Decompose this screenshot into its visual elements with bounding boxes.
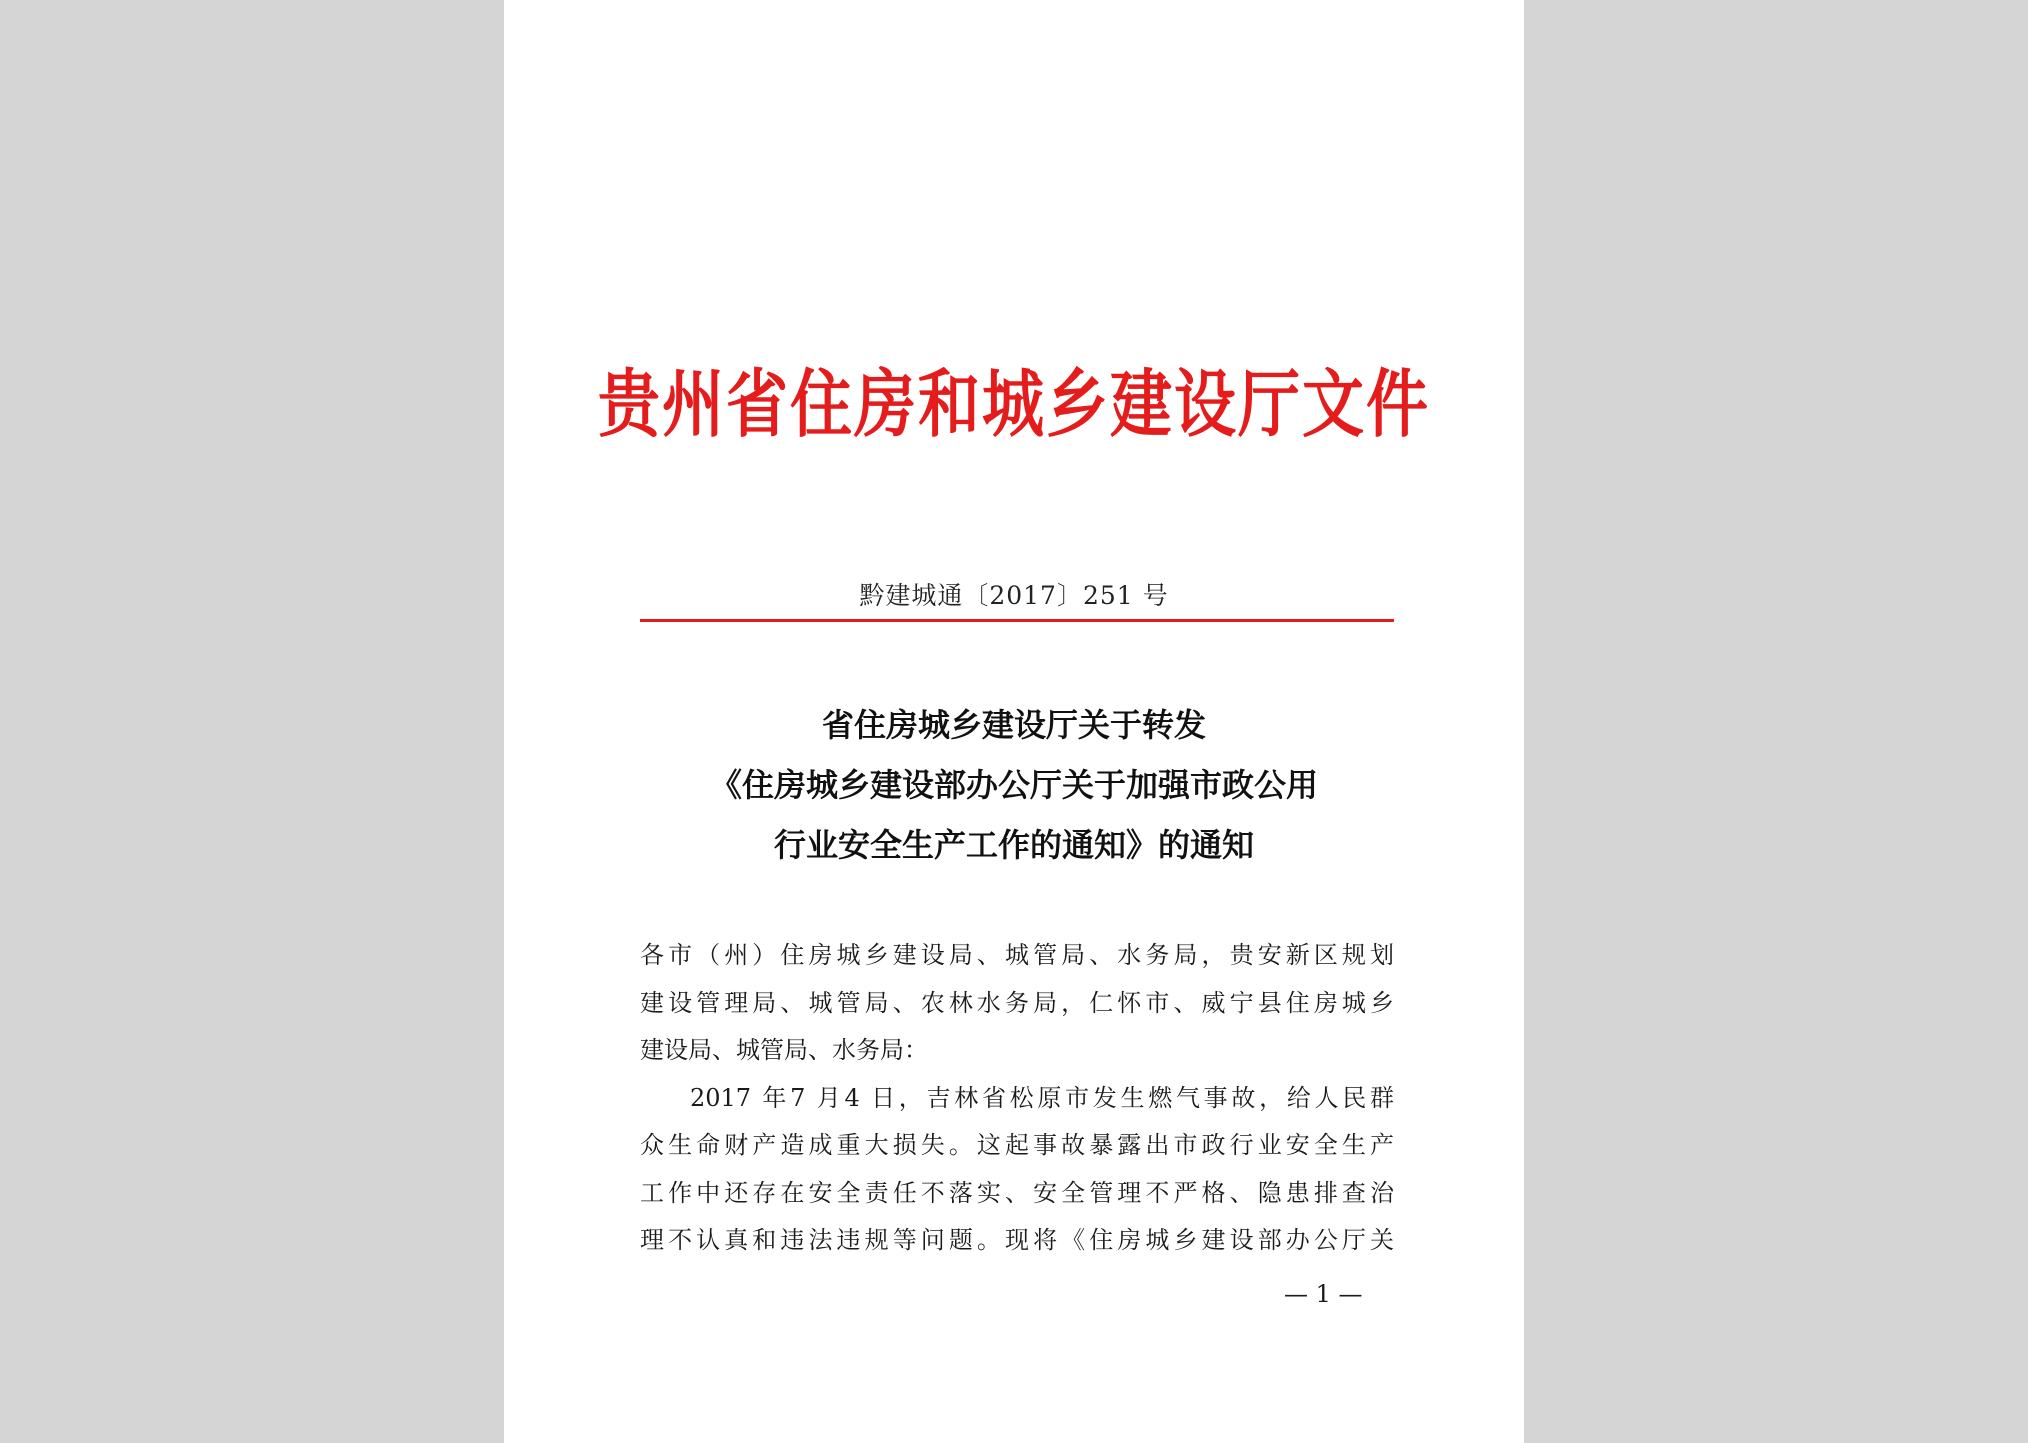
paragraph-line: 理不认真和违法违规等问题。现将《住房城乡建设部办公厅关 [640,1226,1394,1254]
red-divider-line [640,619,1394,622]
paragraph-line: 2017 年7 月4 日，吉林省松原市发生燃气事故，给人民群 [690,1083,1394,1112]
document-page [504,0,1524,1443]
paragraph-line: 众生命财产造成重大损失。这起事故暴露出市政行业安全生产 [640,1131,1394,1159]
document-number: 黔建城通〔2017〕251 号 [859,581,1169,610]
title-line: 《住房城乡建设部办公厅关于加强市政公用 [709,766,1318,804]
title-line: 省住房城乡建设厅关于转发 [821,706,1206,744]
title-line: 行业安全生产工作的通知》的通知 [773,826,1254,864]
page-number: — 1 — [1284,1280,1363,1308]
document-body [640,932,1394,1265]
addressee-line: 各市（州）住房城乡建设局、城管局、水务局，贵安新区规划 [640,941,1394,969]
document-title [504,695,1524,875]
addressee-line: 建设局、城管局、水务局： [640,1036,928,1064]
paragraph-line: 工作中还存在安全责任不落实、安全管理不严格、隐患排查治 [640,1178,1394,1207]
addressee-line: 建设管理局、城管局、农林水务局，仁怀市、威宁县住房城乡 [640,988,1394,1017]
document-masthead: 贵州省住房和城乡建设厅文件 [597,360,1430,448]
